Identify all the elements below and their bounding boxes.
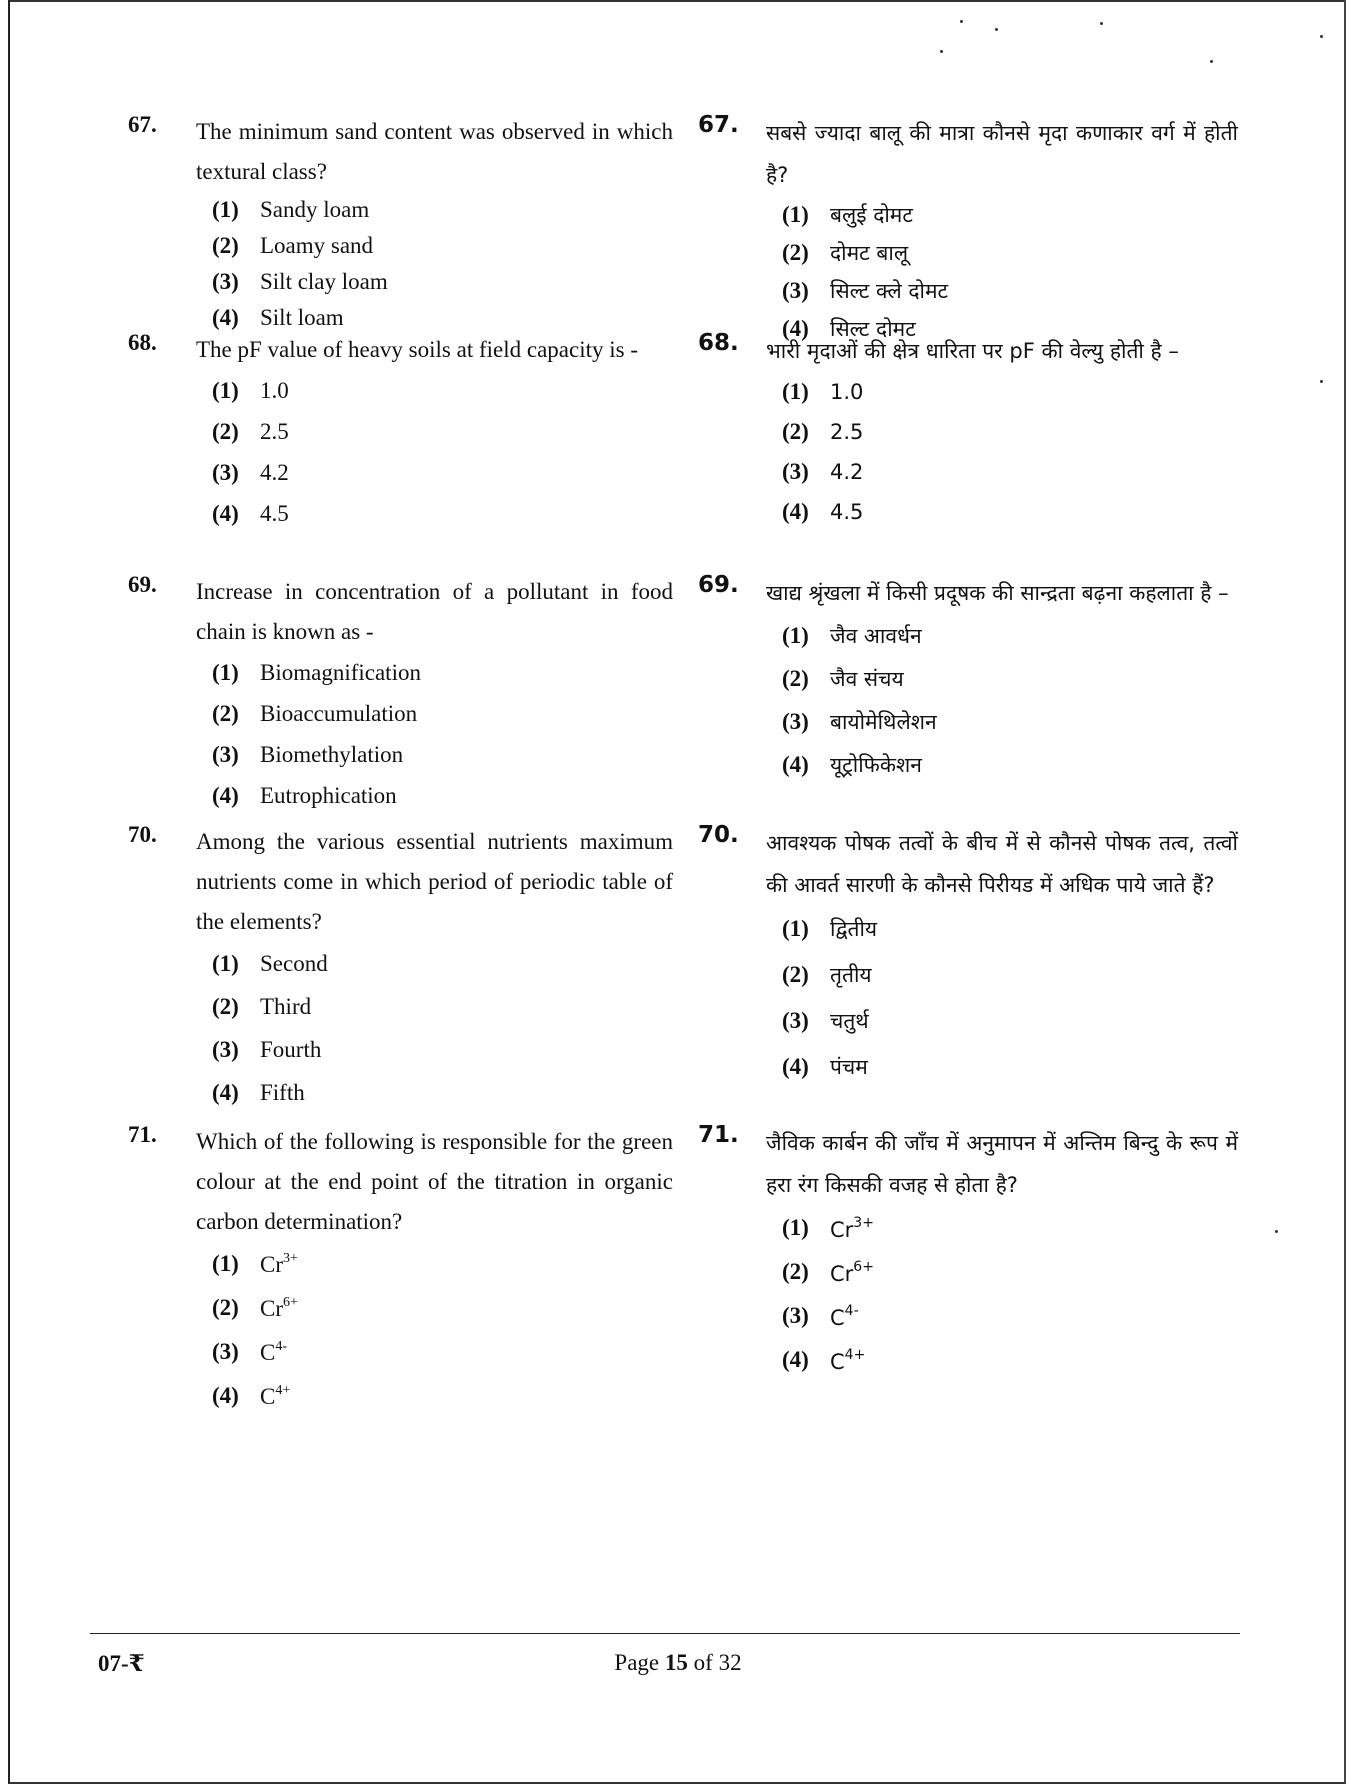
option-number: (1) — [782, 622, 809, 648]
option-text — [260, 1339, 287, 1366]
option — [212, 942, 673, 985]
option-number: (2) — [212, 1295, 239, 1320]
option-number: (1) — [782, 379, 809, 404]
option-text — [830, 420, 863, 444]
option-text — [830, 708, 937, 736]
option-text — [260, 269, 388, 295]
option-number: (3) — [782, 1303, 809, 1328]
option-number: (4) — [212, 1383, 239, 1408]
option-number: (3) — [212, 459, 239, 485]
option — [212, 192, 673, 228]
option-text — [830, 915, 877, 943]
question — [128, 112, 673, 336]
option-text-base: सिल्ट क्ले दोमट — [830, 279, 949, 303]
page-current: 15 — [664, 1650, 688, 1675]
option-number: (2) — [212, 993, 239, 1019]
option-text — [830, 1215, 874, 1242]
option-text-base: Biomagnification — [260, 659, 421, 685]
option-text — [830, 1259, 874, 1286]
option-text-base: Cr — [830, 1261, 854, 1286]
option — [212, 370, 673, 411]
question-text: Which of the following is responsible for the green colour at the end point of the titration in organic carbon determination? — [196, 1129, 673, 1234]
option-number: (2) — [212, 418, 239, 444]
option — [782, 234, 1238, 272]
option-number: (3) — [782, 708, 809, 734]
option — [782, 1044, 1238, 1090]
option-superscript: 4- — [275, 1338, 288, 1354]
option-text — [260, 660, 421, 686]
option-list — [782, 614, 1238, 786]
option — [782, 412, 1238, 452]
option-number: (1) — [212, 659, 239, 685]
option-text — [830, 1053, 868, 1081]
option-number: (2) — [212, 700, 239, 726]
scan-speck — [960, 20, 963, 23]
option-text — [260, 378, 289, 404]
question — [128, 572, 673, 816]
option-text — [830, 380, 863, 404]
option-text — [830, 1347, 865, 1374]
option-text — [260, 197, 369, 223]
option-text-base: बलुई दोमट — [830, 203, 913, 227]
scan-speck — [995, 28, 998, 31]
option-text-base: Loamy sand — [260, 233, 374, 258]
option-number: (3) — [782, 459, 809, 484]
question — [698, 330, 1238, 532]
option-text — [260, 701, 417, 727]
question — [698, 572, 1238, 786]
question-number: 67. — [698, 112, 739, 138]
option — [782, 1338, 1238, 1382]
option-text — [260, 419, 289, 445]
option — [782, 1294, 1238, 1338]
scan-speck — [1320, 35, 1323, 38]
option-superscript: 6+ — [283, 1294, 298, 1310]
option-number: (4) — [782, 1347, 809, 1372]
option-text-base: Sandy loam — [260, 197, 370, 222]
option — [782, 614, 1238, 657]
question-number: 71. — [128, 1122, 157, 1147]
question-text: The minimum sand content was observed in which textural class? — [196, 119, 673, 184]
option-text — [260, 742, 403, 768]
page-number — [0, 1650, 1356, 1676]
option-text — [260, 1080, 305, 1106]
option — [782, 492, 1238, 532]
question-number: 69. — [128, 572, 157, 597]
paper-code: 07-₹ — [98, 1651, 145, 1676]
option-number: (4) — [782, 316, 809, 341]
option-superscript: 3+ — [853, 1214, 874, 1231]
option-text-base: Silt clay loam — [260, 269, 388, 294]
option-text-base: C — [830, 1349, 845, 1374]
option — [212, 1028, 673, 1071]
option-text-base: Second — [260, 950, 328, 976]
option-number: (3) — [782, 278, 809, 303]
option — [212, 228, 673, 264]
question — [698, 822, 1238, 1090]
option-text-base: बायोमेथिलेशन — [830, 709, 937, 734]
question-text: Among the various essential nutrients maximum nutrients come in which period of periodic table of the elements? — [196, 829, 673, 934]
option-list — [212, 1242, 673, 1418]
option — [212, 1242, 673, 1286]
option-superscript: 4+ — [844, 1346, 866, 1363]
page-prefix: Page — [614, 1650, 660, 1675]
option-text — [830, 1303, 859, 1330]
option-text-base: Third — [260, 993, 312, 1019]
question-number: 71. — [698, 1122, 739, 1148]
option-number: (1) — [782, 1215, 809, 1240]
option — [212, 775, 673, 816]
question-number: 70. — [128, 822, 157, 847]
option-text-base: तृतीय — [830, 963, 872, 987]
option-text-base: 4.2 — [260, 459, 289, 485]
option-number: (1) — [212, 377, 239, 403]
question-text: सबसे ज्यादा बालू की मात्रा कौनसे मृदा कणाकार वर्ग में होती है? — [766, 121, 1238, 187]
option-text-base: चतुर्थ — [830, 1009, 869, 1033]
option-number: (1) — [782, 916, 809, 941]
option-text — [260, 1383, 290, 1410]
option — [212, 1286, 673, 1330]
option — [782, 452, 1238, 492]
option — [782, 700, 1238, 743]
option — [212, 1374, 673, 1418]
option-text-base: 4.5 — [260, 500, 289, 526]
option-text-base: पंचम — [830, 1055, 868, 1079]
option-text — [260, 994, 311, 1020]
option-number: (2) — [782, 1259, 809, 1284]
option-number: (2) — [782, 962, 809, 987]
option-list — [212, 652, 673, 816]
option — [782, 1250, 1238, 1294]
question-text: आवश्यक पोषक तत्वों के बीच में से कौनसे पोषक तत्व, तत्वों की आवर्त सारणी के कौनसे पिरीयड में अधिक पाये जाते हैं? — [766, 831, 1238, 897]
option — [782, 998, 1238, 1044]
option — [782, 657, 1238, 700]
option — [212, 734, 673, 775]
option-text — [830, 1007, 869, 1035]
option — [212, 493, 673, 534]
option-list — [212, 370, 673, 534]
option-text-base: C — [260, 1339, 276, 1365]
option-number: (4) — [782, 1054, 809, 1079]
option — [212, 652, 673, 693]
option-text — [830, 239, 908, 267]
option — [212, 985, 673, 1028]
option-text — [830, 961, 872, 989]
option — [782, 743, 1238, 786]
option-number: (2) — [782, 240, 809, 265]
option-text-base: Cr — [260, 1295, 283, 1321]
option-number: (4) — [782, 499, 809, 524]
option-text-base: Eutrophication — [260, 782, 397, 808]
option-text-base: 1.0 — [830, 380, 864, 404]
option-number: (4) — [212, 500, 239, 526]
option-text — [260, 951, 328, 977]
option — [212, 693, 673, 734]
question — [128, 330, 673, 534]
option-list — [782, 1206, 1238, 1382]
option-number: (3) — [782, 1008, 809, 1033]
scan-speck — [1275, 1230, 1278, 1233]
footer-rule — [90, 1633, 1240, 1634]
option-text-base: C — [260, 1383, 276, 1409]
option-text — [830, 460, 863, 484]
option-text-base: Biomethylation — [260, 741, 404, 767]
option-text — [830, 277, 948, 305]
option — [782, 952, 1238, 998]
scan-speck — [1210, 60, 1213, 63]
scan-speck — [1100, 22, 1103, 25]
option-number: (3) — [212, 741, 239, 767]
option-number: (3) — [212, 269, 239, 294]
option-text-base: Fourth — [260, 1036, 322, 1062]
option-text-base: C — [830, 1305, 845, 1330]
option — [782, 196, 1238, 234]
question-number: 68. — [698, 330, 739, 356]
option-list — [782, 372, 1238, 532]
question — [128, 822, 673, 1114]
option-text-base: द्वितीय — [830, 917, 878, 941]
option-number: (1) — [212, 1251, 239, 1276]
question-text: The pF value of heavy soils at field capacity is - — [196, 337, 638, 362]
page-of: of — [693, 1650, 713, 1675]
option-text-base: 4.2 — [830, 460, 864, 484]
question-text: Increase in concentration of a pollutant in food chain is known as - — [196, 579, 673, 644]
option-text-base: Silt loam — [260, 305, 344, 330]
option — [212, 452, 673, 493]
option-number: (2) — [782, 665, 809, 691]
option — [782, 272, 1238, 310]
option-list — [782, 906, 1238, 1090]
option-number: (3) — [212, 1339, 239, 1364]
question-number: 67. — [128, 112, 157, 137]
option-text-base: सिल्ट दोमट — [830, 317, 916, 341]
scan-speck — [1320, 380, 1323, 383]
option-number: (2) — [212, 233, 239, 258]
option-list — [782, 196, 1238, 348]
option-text-base: Bioaccumulation — [260, 700, 418, 726]
option-text — [830, 201, 913, 229]
option-text — [830, 622, 922, 650]
option-text — [830, 500, 863, 524]
option-text — [830, 665, 904, 693]
option-text — [260, 783, 397, 809]
option — [212, 411, 673, 452]
option-number: (1) — [212, 950, 239, 976]
option-superscript: 4- — [844, 1302, 859, 1319]
option-superscript: 6+ — [853, 1258, 874, 1275]
option-text — [260, 1251, 298, 1278]
option — [212, 1330, 673, 1374]
option-text-base: Cr — [260, 1251, 283, 1277]
option — [782, 372, 1238, 412]
option-text — [830, 751, 922, 779]
question — [698, 112, 1238, 348]
scan-speck — [940, 50, 943, 53]
page-total: 32 — [718, 1650, 742, 1675]
question-number: 68. — [128, 330, 157, 355]
option-list — [212, 942, 673, 1114]
option-number: (1) — [212, 197, 239, 222]
option-number: (3) — [212, 1036, 239, 1062]
option-number: (4) — [212, 305, 239, 330]
question — [698, 1122, 1238, 1382]
option-text — [260, 305, 344, 331]
question — [128, 1122, 673, 1418]
option-text-base: 1.0 — [260, 377, 289, 403]
option-text-base: जैव संचय — [830, 666, 904, 691]
option-text — [260, 233, 373, 259]
question-text: भारी मृदाओं की क्षेत्र धारिता पर pF की वेल्यु होती है – — [766, 339, 1179, 363]
option — [212, 1071, 673, 1114]
question-text: जैविक कार्बन की जाँच में अनुमापन में अन्तिम बिन्दु के रूप में हरा रंग किसकी वजह से होता है? — [766, 1131, 1238, 1197]
option-text-base: Cr — [830, 1217, 854, 1242]
option — [782, 906, 1238, 952]
option-text-base: दोमट बालू — [830, 241, 909, 265]
question-number: 69. — [698, 572, 739, 598]
option-number: (4) — [212, 1079, 239, 1105]
option-number: (2) — [782, 419, 809, 444]
option — [212, 264, 673, 300]
option-list — [212, 192, 673, 336]
option-text-base: 2.5 — [260, 418, 289, 444]
option-text — [260, 460, 289, 486]
question-text: खाद्य श्रृंखला में किसी प्रदूषक की सान्द्रता बढ़ना कहलाता है – — [766, 581, 1229, 605]
question-number: 70. — [698, 822, 739, 848]
option-text — [260, 501, 289, 527]
option-text-base: जैव आवर्धन — [830, 623, 922, 648]
option-text — [260, 1295, 298, 1322]
option-text-base: Fifth — [260, 1079, 305, 1105]
option-text-base: यूट्रोफिकेशन — [830, 752, 922, 777]
option-text — [260, 1037, 321, 1063]
option-superscript: 4+ — [275, 1382, 291, 1398]
option-number: (4) — [782, 751, 809, 777]
option-superscript: 3+ — [283, 1250, 298, 1266]
option-text-base: 4.5 — [830, 500, 864, 524]
option-text-base: 2.5 — [830, 420, 864, 444]
option — [782, 1206, 1238, 1250]
option-number: (1) — [782, 202, 809, 227]
option-number: (4) — [212, 782, 239, 808]
